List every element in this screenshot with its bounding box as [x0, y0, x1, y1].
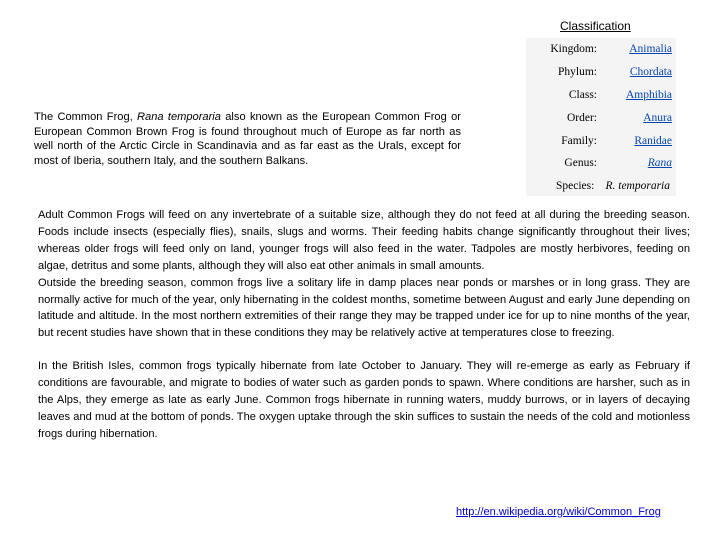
class-link[interactable]: Amphibia [626, 89, 672, 101]
intro-paragraph [34, 110, 461, 168]
phylum-label: Phylum: [558, 66, 597, 78]
genus-link[interactable]: Rana [647, 157, 672, 169]
classification-row-phylum [526, 66, 672, 86]
classification-row-kingdom [526, 43, 672, 63]
classification-row-family [526, 135, 672, 155]
family-link[interactable]: Ranidae [634, 135, 672, 147]
intro-latin-name: Rana temporaria [137, 111, 221, 123]
body-text [38, 207, 690, 443]
order-link[interactable]: Anura [643, 112, 672, 124]
family-label: Family: [561, 135, 597, 147]
kingdom-link[interactable]: Animalia [629, 43, 672, 55]
phylum-link[interactable]: Chordata [629, 66, 672, 78]
paragraph-feeding: Adult Common Frogs will feed on any invertebrate of a suitable size, although they do not feed at all during the breeding season. Foods include insects (especially flies), snails, slugs and worms. Their feeding habits change significantly throughout their lives; whereas older frogs will feed only on land, younger frogs will also feed in the water. Tadpoles are mostly herbivores, feeding on algae, detritus and some plants, although they will also eat other animals in small amounts. [38, 209, 690, 272]
classification-row-class [526, 89, 672, 109]
classification-row-species [526, 180, 672, 200]
kingdom-label: Kingdom: [550, 43, 597, 55]
species-value: R. temporaria [605, 180, 670, 192]
classification-row-order [526, 112, 672, 132]
class-label: Class: [568, 89, 597, 101]
source-link[interactable]: http://en.wikipedia.org/wiki/Common_Frog [456, 506, 661, 518]
classification-title: Classification [560, 19, 631, 33]
intro-text-start: The Common Frog, [34, 111, 138, 123]
species-label: Species: [556, 180, 595, 192]
genus-label: Genus: [564, 157, 597, 169]
paragraph-habitat: Outside the breeding season, common frogs live a solitary life in damp places near ponds or marshes or in long grass. They are normally active for much of the year, only hibernating in the coldest months, sometime between August and early June depending on latitude and altitude. In the most northern extremities of their range they may be trapped under ice for up to nine months of the year, but recent studies have shown that in these conditions they may be relatively active at temperatures close to freezing. [38, 276, 690, 340]
order-label: Order: [566, 112, 597, 124]
classification-row-genus [526, 157, 672, 177]
intro-text-end: also known as the European Common Frog or European Common Brown Frog is found throughout much of Europe as far north as well north of the Arctic Circle in Scandinavia and as far east as the Urals, except for most of Iberia, southern Italy, and the southern Balkans. [34, 111, 461, 167]
paragraph-hibernation: In the British Isles, common frogs typically hibernate from late October to January. They will re-emerge as early as February if conditions are favourable, and migrate to bodies of water such as garden ponds to spawn. Where conditions are harsher, such as in the Alps, they emerge as late as early June. Common frogs hibernate in running waters, muddy burrows, or in layers of decaying leaves and mud at the bottom of ponds. The oxygen uptake through the skin suffices to sustain the needs of the cold and motionless frogs during hibernation. [38, 360, 690, 440]
